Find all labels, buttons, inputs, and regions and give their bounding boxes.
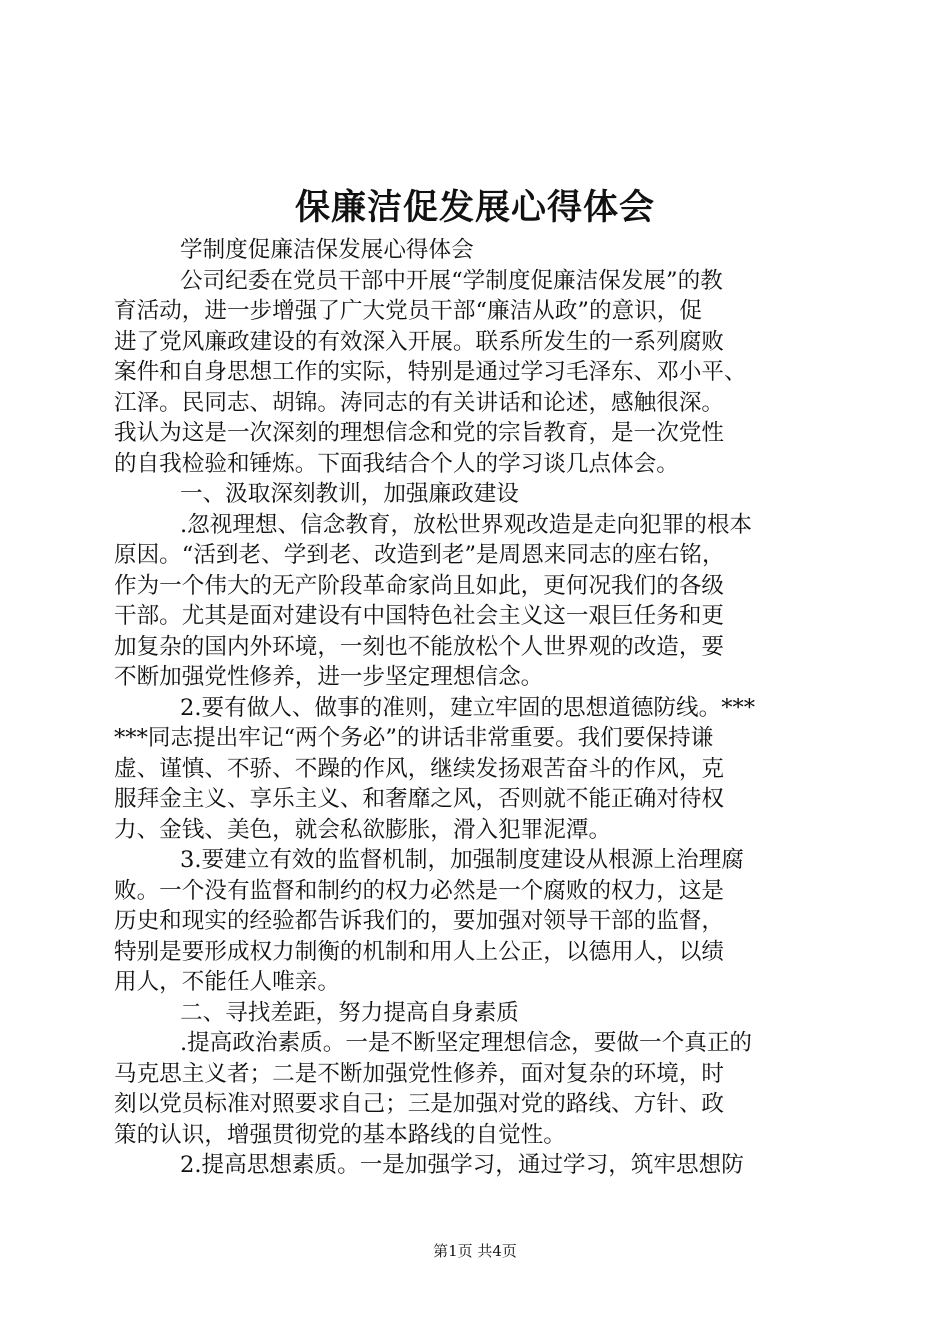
page-footer: 第1页 共4页 [433,1242,517,1260]
body-line: 败。一个没有监督和制约的权力必然是一个腐败的权力，这是 [114,877,725,904]
body-line: 我认为这是一次深刻的理想信念和党的宗旨教育，是一次党性 [114,420,725,446]
body-line: 历史和现实的经验都告诉我们的，要加强对领导干部的监督， [114,908,725,934]
body-line: 二、寻找差距，努力提高自身素质 [180,999,519,1026]
body-line: 的自我检验和锤炼。下面我结合个人的学习谈几点体会。 [114,450,679,477]
body-line: 不断加强党性修养，进一步坚定理想信念。 [114,664,544,690]
body-line: 江泽。民同志、胡锦。涛同志的有关讲话和论述，感触很深。 [114,389,725,416]
body-line: 原因。“活到老、学到老、改造到老”是周恩来同志的座右铭， [114,542,725,568]
body-line: 力、金钱、美色，就会私欲膨胀，滑入犯罪泥潭。 [114,816,612,843]
body-line: 虚、谨慎、不骄、不躁的作风，继续发扬艰苦奋斗的作风，克 [114,755,725,782]
body-line: .忽视理想、信念教育，放松世界观改造是走向犯罪的根本 [180,511,753,538]
body-line: 策的认识，增强贯彻党的基本路线的自觉性。 [114,1121,566,1148]
body-line: 2.要有做人、做事的准则，建立牢固的思想道德防线。*** [180,694,756,721]
body-line: 干部。尤其是面对建设有中国特色社会主义这一艰巨任务和更 [114,603,725,629]
body-line: 服拜金主义、享乐主义、和奢靡之风，否则就不能正确对待权 [114,786,725,812]
body-line: .提高政治素质。一是不断坚定理想信念，要做一个真正的 [180,1030,753,1056]
body-line: 加复杂的国内外环境，一刻也不能放松个人世界观的改造，要 [114,633,725,660]
body-line: 马克思主义者；二是不断加强党性修养，面对复杂的环境，时 [114,1060,725,1087]
body-line: 3.要建立有效的监督机制，加强制度建设从根源上治理腐 [180,847,744,873]
body-line: 案件和自身思想工作的实际，特别是通过学习毛泽东、邓小平、 [114,359,747,385]
body-line: 一、汲取深刻教训，加强廉政建设 [180,481,519,507]
body-line: 进了党风廉政建设的有效深入开展。联系所发生的一系列腐败 [114,328,725,355]
document-title: 保廉洁促发展心得体会 [294,187,655,228]
body-line: 特别是要形成权力制衡的机制和用人上公正，以德用人，以绩 [114,938,725,965]
body-line: 作为一个伟大的无产阶段革命家尚且如此，更何况我们的各级 [114,572,725,599]
body-line: 用人，不能任人唯亲。 [114,969,340,995]
body-line: ***同志提出牢记“两个务必”的讲话非常重要。我们要保持谦 [114,725,714,751]
body-line: 育活动，进一步增强了广大党员干部“廉洁从政”的意识，促 [114,298,702,324]
body-line: 公司纪委在党员干部中开展“学制度促廉洁保发展”的教 [180,267,723,294]
body-line: 刻以党员标准对照要求自己；三是加强对党的路线、方针、政 [114,1091,725,1117]
body-line: 2.提高思想素质。一是加强学习，通过学习，筑牢思想防 [180,1152,744,1178]
document-body [114,235,836,1181]
body-line: 学制度促廉洁保发展心得体会 [180,237,474,263]
